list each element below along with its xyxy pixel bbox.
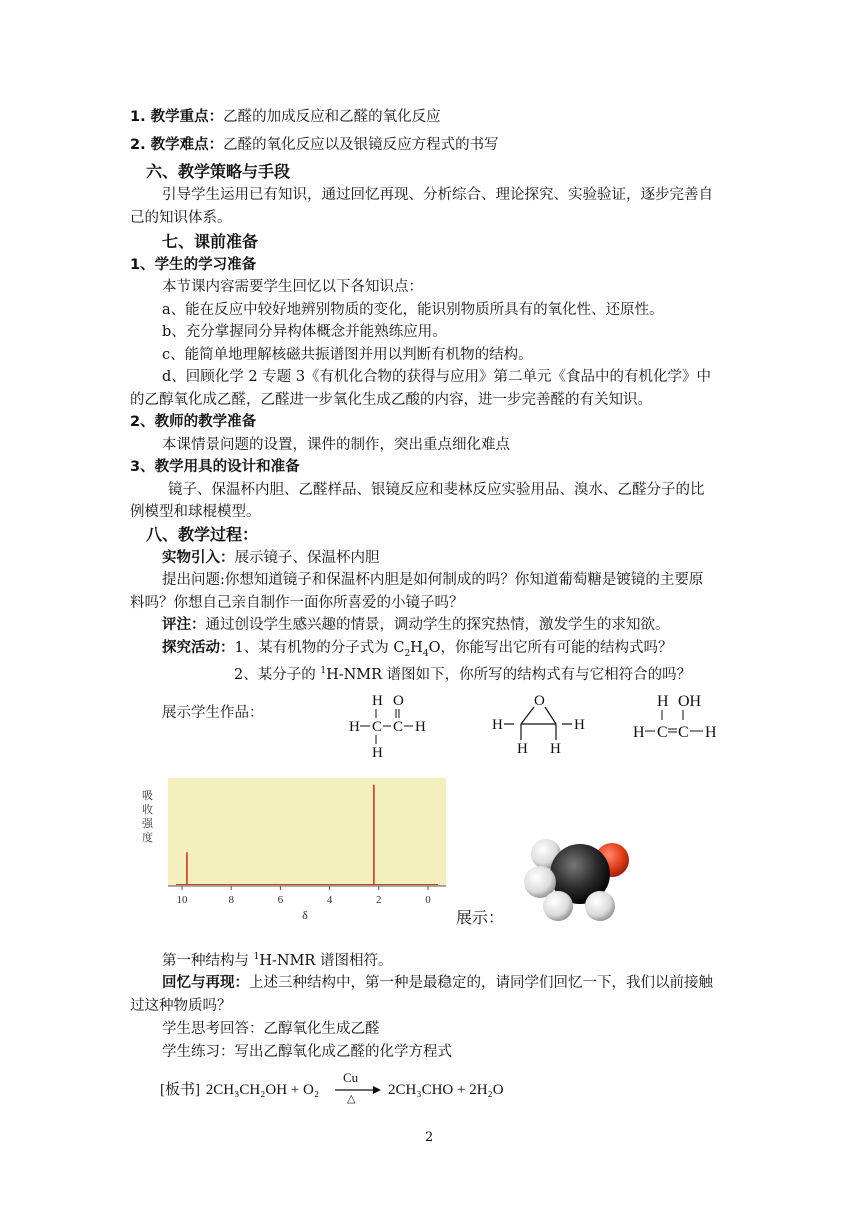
explore1-text-a: 1、某有机物的分子式为 C (234, 640, 405, 656)
show-label: 展示： (456, 908, 505, 927)
nmr-ylabel-char: 度 (142, 832, 153, 844)
difficulty-label: 2. 教学难点： (130, 137, 224, 153)
explore-line2 (234, 661, 691, 685)
recall-line1 (162, 973, 713, 993)
s1-top-o: O (393, 693, 404, 709)
teacher-prep-heading: 2、教师的教学准备 (130, 414, 257, 430)
key-point-label: 1. 教学重点： (130, 109, 224, 125)
s1-top-h: H (372, 693, 383, 709)
explore-line1 (162, 638, 672, 664)
intro-line (162, 548, 380, 568)
explore-label: 探究活动： (162, 640, 235, 656)
nmr-plot-area (168, 778, 446, 886)
catalyst-label: Cu (343, 1070, 359, 1085)
s1-c2: C (393, 719, 404, 735)
s3-right-h: H (705, 724, 717, 741)
student-prep-a: a、能在反应中较好地辨别物质的变化，能识别物质所具有的氧化性、还原性。 (162, 302, 664, 318)
s1-bottom-h: H (372, 745, 383, 760)
board-equation (160, 1080, 319, 1100)
nmr-tick-label: 10 (176, 894, 188, 906)
heat-condition: △ (347, 1093, 356, 1104)
explore1-text-b: O，你能写出它所有可能的结构式吗？ (428, 640, 673, 656)
nmr-tick-label: 8 (228, 894, 234, 906)
tools-heading: 3、教学用具的设计和准备 (130, 459, 300, 475)
s2-o: O (534, 693, 545, 709)
recall-label: 回忆与再现： (162, 975, 249, 991)
match-text-a: 第一种结构与 (162, 952, 254, 969)
s3-c2: C (678, 724, 689, 741)
section8-heading: 八、教学过程： (146, 525, 259, 544)
student-prep-d-line2: 的乙醇氧化成乙醛，乙醛进一步氧化生成乙酸的内容，进一步完善醛的有关知识。 (130, 392, 652, 408)
comment-label: 评注： (162, 617, 206, 633)
page-number: 2 (425, 1130, 434, 1145)
hydrogen-atom (543, 891, 573, 921)
nmr-ylabel-char: 收 (142, 804, 153, 816)
match-text-b: H-NMR 谱图相符。 (259, 952, 393, 969)
difficulty-line (130, 135, 499, 155)
student-prep-heading: 1、学生的学习准备 (130, 257, 257, 273)
question-line1: 提出问题:你想知道镜子和保温杯内胆是如何制成的吗？你知道葡萄糖是镀镜的主要原 (162, 572, 704, 588)
structure-epoxide (490, 690, 590, 760)
student-prep-d-line1: d、回顾化学 2 专题 3《有机化合物的获得与应用》第二单元《食品中的有机化学》中 (162, 369, 712, 385)
nmr-ylabel-char: 吸 (142, 790, 153, 802)
equation-reactants: 2CH₃CH₂OH + O₂ (205, 1082, 320, 1098)
explore1-text-h: H (410, 640, 423, 656)
intro-text: 展示镜子、保温杯内胆 (234, 550, 380, 566)
board-label: [板书] (160, 1082, 200, 1098)
s1-c1: C (372, 719, 383, 735)
recall-line2: 过这种物质吗？ (130, 998, 232, 1014)
s1-right-h: H (415, 719, 426, 735)
section6-para-line2: 己的知识体系。 (130, 210, 232, 226)
match-line (162, 947, 392, 971)
section6-heading: 六、教学策略与手段 (146, 162, 291, 181)
student-prep-c: c、能简单地理解核磁共振谱图并用以判断有机物的结构。 (162, 347, 533, 363)
nmr-tick-label: 6 (277, 894, 284, 906)
match-sup: 1 (253, 952, 260, 962)
s1-left-h: H (349, 719, 360, 735)
nmr-tick-label: 4 (326, 894, 333, 906)
s3-c1: C (657, 724, 668, 741)
student-prep-intro: 本节课内容需要学生回忆以下各知识点： (162, 279, 423, 295)
nmr-tick-label: 2 (376, 894, 382, 906)
nmr-tick-label: 0 (425, 894, 431, 906)
section7-heading: 七、课前准备 (162, 232, 259, 251)
comment-line (162, 615, 670, 635)
s2-bottom-h1: H (517, 741, 528, 757)
hydrogen-atom (585, 891, 615, 921)
student-work-label: 展示学生作品： (162, 705, 264, 721)
tools-line2: 例模型和球棍模型。 (130, 504, 261, 520)
section6-para-line1: 引导学生运用已有知识，通过回忆再现、分析综合、理论探究、实验验证，逐步完善自 (162, 187, 713, 203)
comment-text: 通过创设学生感兴趣的情景，调动学生的探究热情，激发学生的求知欲。 (205, 617, 670, 633)
tools-line1: 镜子、保温杯内胆、乙醛样品、银镜反应和斐林反应实验用品、溴水、乙醛分子的比 (168, 482, 705, 498)
recall-text: 上述三种结构中，第一种是最稳定的，请同学们回忆一下，我们以前接触 (249, 975, 713, 991)
s3-top-h: H (657, 693, 669, 710)
structure-acetaldehyde (345, 690, 435, 760)
acetaldehyde-space-filling-model (514, 822, 632, 925)
nmr-spectrum (130, 778, 446, 923)
s3-left-h: H (633, 724, 645, 741)
equation-products: 2CH₃CHO + 2H₂O (388, 1082, 504, 1098)
reaction-arrow (333, 1070, 383, 1104)
intro-label: 实物引入： (162, 550, 235, 566)
key-point-line (130, 107, 441, 127)
explore2-text-a: 2、某分子的 (234, 666, 321, 683)
explore2-sup: 1 (320, 666, 327, 676)
s2-right-h: H (574, 717, 585, 733)
key-point-text: 乙醛的加成反应和乙醛的氧化反应 (223, 109, 441, 125)
structure-vinyl-alcohol (630, 690, 730, 745)
student-answer: 学生思考回答：乙醇氧化生成乙醛 (162, 1021, 380, 1037)
s2-bottom-h2: H (550, 741, 561, 757)
explore1-sub-c: 2 (404, 648, 411, 659)
explore1-sub-h: 4 (422, 648, 429, 659)
nmr-ylabel-char: 强 (142, 818, 153, 830)
student-prep-b: b、充分掌握同分异构体概念并能熟练应用。 (162, 324, 447, 340)
explore2-text-b: H-NMR 谱图如下，你所写的结构式有与它相符合的吗？ (326, 666, 692, 683)
s2-left-h: H (492, 717, 503, 733)
teacher-prep-text: 本课情景问题的设置，课件的制作，突出重点细化难点 (162, 437, 510, 453)
difficulty-text: 乙醛的氧化反应以及银镜反应方程式的书写 (223, 137, 499, 153)
question-line2: 料吗？你想自己亲自制作一面你所喜爱的小镜子吗？ (130, 595, 464, 611)
student-exercise: 学生练习：写出乙醇氧化成乙醛的化学方程式 (162, 1044, 452, 1060)
s3-top-oh: OH (678, 693, 702, 710)
nmr-xlabel: δ (302, 908, 308, 922)
